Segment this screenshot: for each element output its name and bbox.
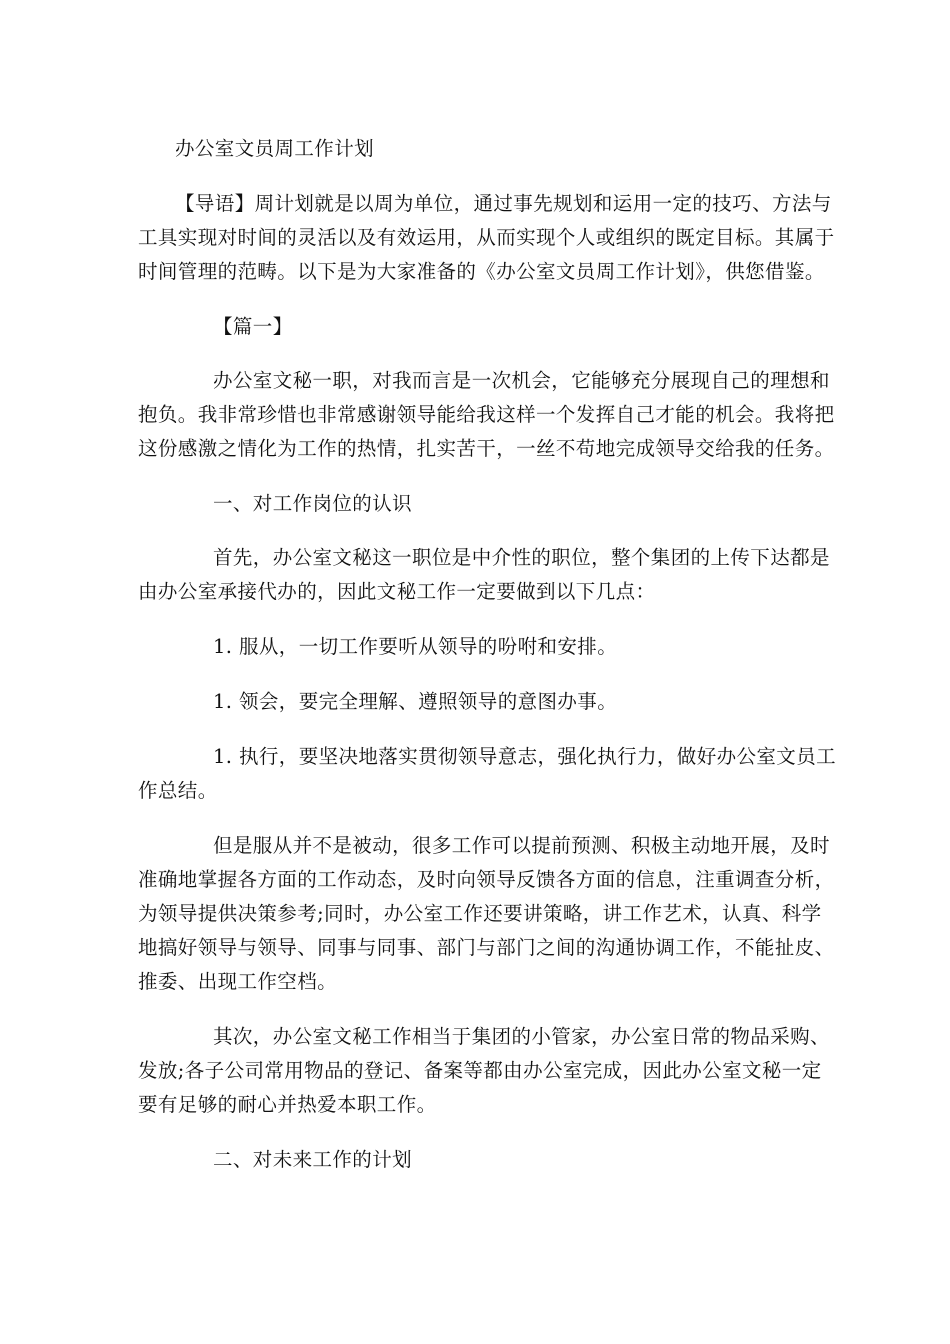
paragraph-3-line-5: 推委、出现工作空档。: [138, 970, 338, 993]
list-item-3-line-1: 1. 执行，要坚决地落实贯彻领导意志，强化执行力，做好办公室文员工: [213, 745, 837, 768]
heading-1: 一、对工作岗位的认识: [213, 492, 413, 515]
paragraph-2-line-2: 由办公室承接代办的，因此文秘工作一定要做到以下几点：: [138, 580, 656, 603]
intro-line-2: 工具实现对时间的灵活以及有效运用，从而实现个人或组织的既定目标。其属于: [138, 226, 835, 249]
list-item-2: 1. 领会，要完全理解、遵照领导的意图办事。: [213, 690, 618, 713]
paragraph-4-line-2: 发放;各子公司常用物品的登记、备案等都由办公室完成，因此办公室文秘一定: [138, 1059, 822, 1082]
intro-line-1: 【导语】周计划就是以周为单位，通过事先规划和运用一定的技巧、方法与: [175, 192, 832, 215]
paragraph-3-line-2: 准确地掌握各方面的工作动态，及时向领导反馈各方面的信息，注重调查分析，: [138, 868, 835, 891]
heading-2: 二、对未来工作的计划: [213, 1148, 413, 1171]
intro-line-3: 时间管理的范畴。以下是为大家准备的《办公室文员周工作计划》，供您借鉴。: [138, 260, 825, 283]
document-title: 办公室文员周工作计划: [175, 137, 375, 160]
paragraph-1-line-1: 办公室文秘一职，对我而言是一次机会，它能够充分展现自己的理想和: [213, 369, 830, 392]
list-item-1: 1. 服从，一切工作要听从领导的吩咐和安排。: [213, 635, 618, 658]
paragraph-3-line-3: 为领导提供决策参考;同时，办公室工作还要讲策略，讲工作艺术，认真、科学: [138, 902, 822, 925]
paragraph-4-line-3: 要有足够的耐心并热爱本职工作。: [138, 1093, 437, 1116]
paragraph-4-line-1: 其次，办公室文秘工作相当于集团的小管家，办公室日常的物品采购、: [213, 1025, 830, 1048]
paragraph-1-line-3: 这份感激之情化为工作的热情，扎实苦干，一丝不苟地完成领导交给我的任务。: [138, 437, 835, 460]
paragraph-2-line-1: 首先，办公室文秘这一职位是中介性的职位，整个集团的上传下达都是: [213, 546, 830, 569]
list-item-3-line-2: 作总结。: [138, 779, 218, 802]
paragraph-3-line-4: 地搞好领导与领导、同事与同事、部门与部门之间的沟通协调工作，不能扯皮、: [138, 936, 835, 959]
paragraph-1-line-2: 抱负。我非常珍惜也非常感谢领导能给我这样一个发挥自己才能的机会。我将把: [138, 403, 835, 426]
paragraph-3-line-1: 但是服从并不是被动，很多工作可以提前预测、积极主动地开展，及时: [213, 834, 830, 857]
section-heading: 【篇一】: [213, 315, 293, 338]
